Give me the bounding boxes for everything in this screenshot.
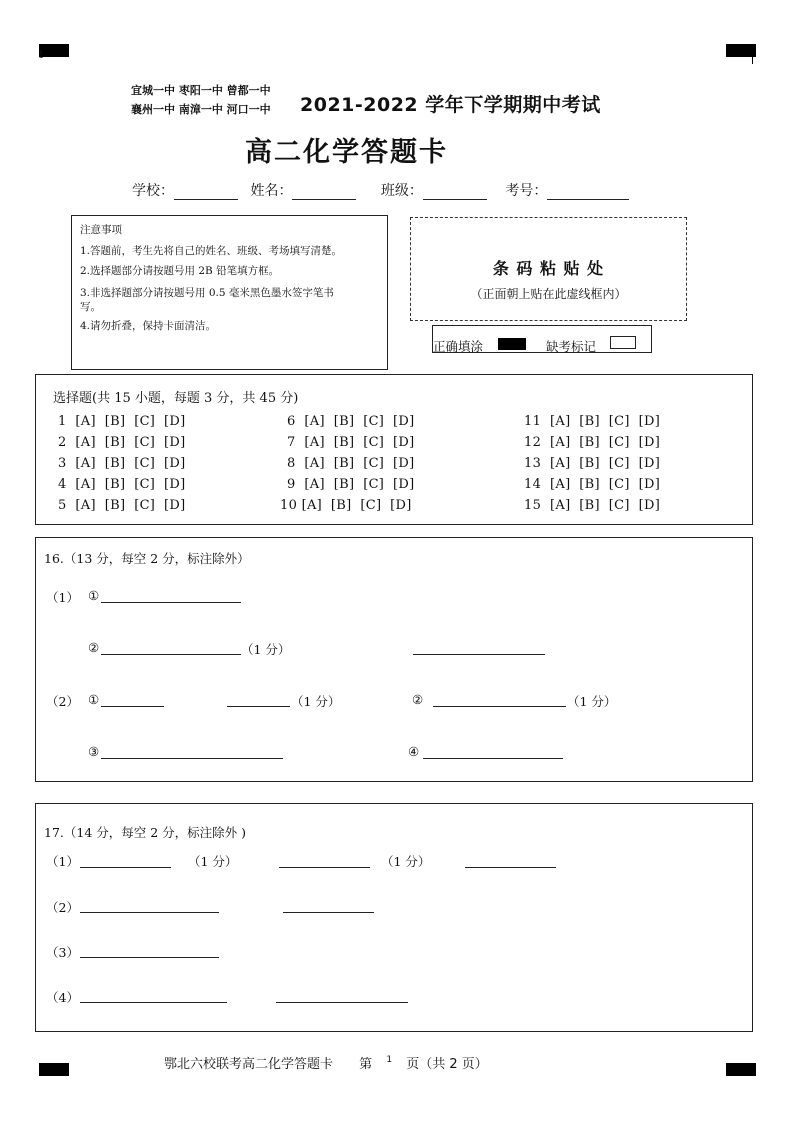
answer-blank[interactable] (227, 705, 290, 707)
mc-row[interactable]: 15 [A] [B] [C] [D] (524, 498, 661, 513)
notice-item: 3.非选择题部分请按题号用 0.5 毫米黑色墨水签字笔书 (80, 286, 334, 299)
number-label: 考号： (505, 183, 548, 199)
notice-title: 注意事项 (80, 224, 122, 236)
corner-mark: 1 (38, 50, 45, 61)
mc-row[interactable]: 2 [A] [B] [C] [D] (58, 435, 186, 450)
school-list-line-2: 襄州一中 南漳一中 河口一中 (131, 103, 271, 116)
absent-mark-label: 缺考标记 (546, 339, 597, 354)
class-label: 班级： (380, 183, 423, 199)
blank-marker: ③ (88, 744, 100, 759)
notice-box (71, 215, 388, 370)
mc-row[interactable]: 6 [A] [B] [C] [D] (287, 414, 415, 429)
answer-blank[interactable] (101, 757, 283, 759)
answer-blank[interactable] (101, 653, 241, 655)
footer-page-prefix: 第 (359, 1057, 373, 1072)
student-info-row (132, 180, 629, 200)
answer-blank[interactable] (465, 866, 556, 868)
mc-row[interactable]: 7 [A] [B] [C] [D] (287, 435, 415, 450)
blank-marker: ② (88, 640, 100, 655)
mc-row[interactable]: 1 [A] [B] [C] [D] (58, 414, 186, 429)
score-note: （1 分） (241, 642, 291, 657)
notice-item: 1.答题前，考生先将自己的姓名、班级、考场填写清楚。 (80, 244, 343, 257)
part-2-label: （2） (46, 900, 79, 915)
card-title: 高二化学答题卡 (245, 137, 448, 168)
answer-blank[interactable] (101, 705, 164, 707)
footer-page-suffix: 页（共 2 页） (406, 1057, 488, 1072)
score-note: （1 分） (381, 854, 431, 869)
answer-blank[interactable] (80, 866, 171, 868)
page-footer (164, 1053, 488, 1072)
part-1-label: （1） (46, 854, 79, 869)
score-note: （1 分） (567, 694, 617, 709)
answer-blank[interactable] (423, 757, 563, 759)
name-field[interactable] (292, 183, 356, 200)
school-list-line-1: 宜城一中 枣阳一中 曾都一中 (131, 84, 271, 97)
notice-item: 写。 (80, 300, 101, 313)
multiple-choice-title: 选择题(共 15 小题，每题 3 分，共 45 分) (53, 391, 299, 406)
exam-title: 2021-2022 学年下学期期中考试 (300, 94, 601, 116)
mc-row[interactable]: 4 [A] [B] [C] [D] (58, 477, 186, 492)
question-17-title: 17.（14 分，每空 2 分，标注除外 ) (44, 825, 247, 840)
answer-blank[interactable] (413, 653, 545, 655)
barcode-subtitle: （正面朝上贴在此虚线框内） (470, 287, 627, 301)
barcode-title: 条 码 粘 贴 处 (492, 259, 605, 278)
footer-page-number: 1 (386, 1055, 393, 1065)
answer-blank[interactable] (283, 911, 374, 913)
score-note: （1 分） (188, 854, 238, 869)
part-3-label: （3） (46, 945, 79, 960)
blank-marker: ④ (408, 744, 420, 759)
question-16-section (35, 537, 753, 782)
corner-tick (752, 55, 753, 64)
mc-row[interactable]: 14 [A] [B] [C] [D] (524, 477, 661, 492)
part-1-label: （1） (46, 590, 79, 605)
mc-row[interactable]: 8 [A] [B] [C] [D] (287, 456, 415, 471)
barcode-area[interactable] (410, 217, 687, 321)
mc-row[interactable]: 13 [A] [B] [C] [D] (524, 456, 661, 471)
absent-mark-box[interactable] (610, 336, 636, 349)
mc-row[interactable]: 9 [A] [B] [C] [D] (287, 477, 415, 492)
exam-number-field[interactable] (547, 183, 629, 200)
answer-blank[interactable] (433, 705, 566, 707)
mc-row[interactable]: 5 [A] [B] [C] [D] (58, 498, 186, 513)
blank-marker: ② (412, 692, 424, 707)
footer-title: 鄂北六校联考高二化学答题卡 (164, 1057, 334, 1072)
mc-row[interactable]: 12 [A] [B] [C] [D] (524, 435, 661, 450)
part-2-label: （2） (46, 694, 79, 709)
answer-blank[interactable] (80, 911, 219, 913)
correct-fill-sample (498, 338, 526, 350)
correct-fill-label: 正确填涂 (433, 339, 484, 354)
mc-row[interactable]: 10 [A] [B] [C] [D] (280, 498, 412, 513)
answer-blank[interactable] (276, 1001, 408, 1003)
answer-blank[interactable] (279, 866, 370, 868)
class-field[interactable] (423, 183, 487, 200)
blank-marker: ① (88, 692, 100, 707)
blank-marker: ① (88, 588, 100, 603)
notice-item: 4.请勿折叠，保持卡面清洁。 (80, 319, 217, 332)
registration-mark-bottom-left (39, 1063, 69, 1076)
answer-blank[interactable] (101, 601, 241, 603)
answer-blank[interactable] (80, 1001, 227, 1003)
school-list (131, 81, 271, 119)
name-label: 姓名： (250, 183, 293, 199)
multiple-choice-section (35, 374, 753, 525)
school-field[interactable] (174, 183, 238, 200)
notice-item: 2.选择题部分请按题号用 2B 铅笔填方框。 (80, 265, 280, 277)
question-16-title: 16.（13 分，每空 2 分，标注除外） (44, 551, 250, 566)
mc-row[interactable]: 3 [A] [B] [C] [D] (58, 456, 186, 471)
score-note: （1 分） (291, 694, 341, 709)
mc-row[interactable]: 11 [A] [B] [C] [D] (524, 414, 661, 429)
question-17-section (35, 803, 753, 1032)
part-4-label: （4） (46, 990, 79, 1005)
fill-legend (432, 325, 652, 353)
school-label: 学校： (132, 183, 174, 199)
registration-mark-bottom-right (726, 1063, 756, 1076)
answer-blank[interactable] (80, 956, 219, 958)
